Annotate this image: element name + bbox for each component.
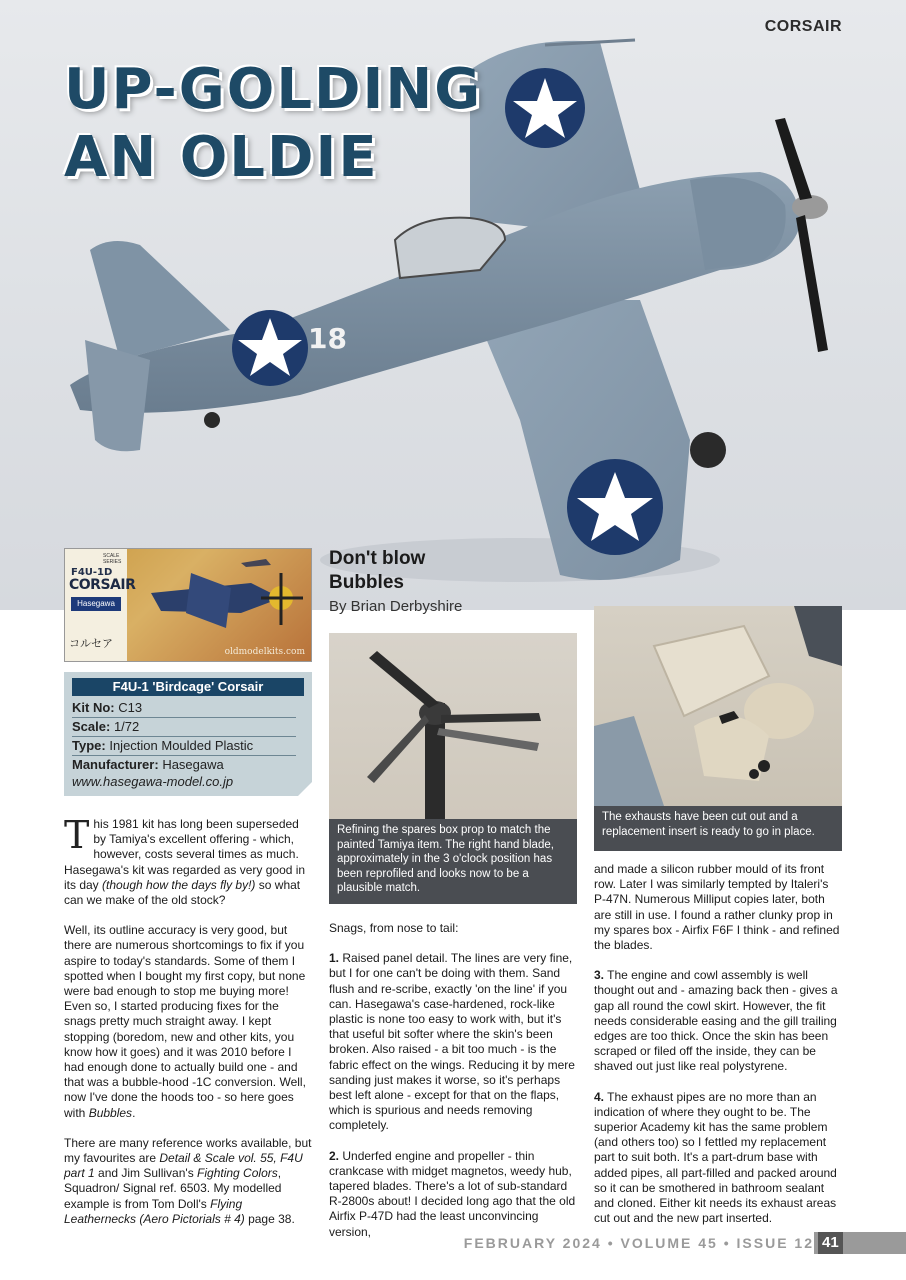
spec-manufacturer [72,757,296,774]
exhaust-illustration [594,606,842,806]
col1-p1-text-b: so what can we make of the old stock? [64,877,301,908]
spec-website-link[interactable]: www.hasegawa-model.co.jp [72,774,234,789]
spec-kit-no-label: Kit No: [72,700,115,715]
box-art-japanese-name: コルセア [69,638,113,650]
article-column-1 [64,813,312,1242]
box-art-watermark: oldmodelkits.com [224,647,305,657]
spec-manufacturer-value: Hasegawa [162,757,224,772]
col1-p3-italic-2: Fighting Colors [197,1166,278,1181]
spec-kit-no [72,700,296,718]
headline-line-2: Bubbles [329,572,404,593]
article-headline [329,547,425,595]
col1-p2-italic: Bubbles [88,1105,133,1120]
byline: By Brian Derbyshire [329,598,463,615]
spec-kit-no-value: C13 [118,700,143,715]
plane-number-marking: 18 [308,322,347,355]
spec-type [72,738,296,756]
col2-item-1 [329,951,577,1133]
article-column-2 [329,921,577,1255]
drop-cap: T [64,813,90,857]
col3-item-4 [594,1090,842,1227]
page-number: 41 [818,1232,843,1254]
spec-corner-fold [298,782,312,796]
hero-photo [0,0,906,610]
box-art-model: F4U-1D [71,567,113,578]
col2-item-1-text: Raised panel detail. The lines are very fine, but I for one can't be doing with them. Sand flush and re-scribe, exactly 'on the line' if you can. Hasegawa's case-hardened, rock-like plastic is none too easy to work with, but it's that useful bit softer where the skin's been broken. Also raised - a bit too much - is the fabric effect on the wings. Reducing it by mere sanding just makes it worse, so it's perhaps best left alone - except for that on the flaps, which is spurious and needs removing completely. [329,951,575,1133]
spec-title: F4U-1 'Birdcage' Corsair [72,678,304,696]
col2-intro: Snags, from nose to tail: [329,921,459,935]
col1-p3-text-d: page 38. [244,1211,295,1226]
col3-item-4-text: The exhaust pipes are no more than an indication of where they ought to be. The superior Academy kit has the same problem (and others too) so I fettled my replacement part to suit both. It's a part-drum base with added pipes, all part-filled and packed around so it can be smothered in bathroom sealant and cloned. Either kit needs its exhaust areas cut out and the new part inserted. [594,1089,837,1226]
col1-paragraph-2 [64,923,312,1121]
col1-p3-italic-1: Detail & Scale vol. 55, F4U part 1 [64,1151,303,1181]
spec-type-value: Injection Moulded Plastic [109,738,254,753]
spec-scale-value: 1/72 [113,719,140,734]
box-art-series: SCALE SERIES [103,553,122,565]
article-column-3 [594,862,842,1241]
headline-line-1: Don't blow [329,548,426,569]
article-title-line-2: AN OLDIE [64,125,379,190]
box-art-name: CORSAIR [69,577,136,593]
kit-box-art [64,548,312,662]
propeller-photo [329,633,577,819]
col1-p2-text-b: . [132,1105,136,1120]
spec-manufacturer-label: Manufacturer: [72,757,159,772]
col1-p3-italic-3: Flying Leathernecks (Aero Pictorials # 4) [64,1196,245,1226]
spec-scale [72,719,296,737]
col1-p1-text-a: his 1981 kit has long been superseded by Tamiya's excellent offering - which, however, costs several times as much. Hasegawa's kit was regarded as very good in its day [64,817,306,892]
section-tag: CORSAIR [764,18,842,35]
kit-spec-box [64,672,312,796]
col1-p3-text-b: and Jim Sullivan's [94,1166,198,1181]
col2-item-1-number: 1. [329,951,340,966]
col2-item-2-number: 2. [329,1148,340,1163]
col3-item-3-text: The engine and cowl assembly is well thought out and - amazing back then - gives a gap all round the cowl skirt. However, the fit needs considerable easing and the gill trailing edges are too thick. Once the skin has been scraped or filed off the inside, they can be shaved out just like real polystyrene. [594,968,838,1074]
col1-paragraph-1 [64,813,312,908]
col3-item-3-number: 3. [594,968,605,983]
issue-footer: FEBRUARY 2024 • VOLUME 45 • ISSUE 12 [463,1235,814,1251]
page-number-bar [814,1232,906,1254]
exhaust-photo [594,606,842,806]
col1-p1-italic: (though how the days fly by!) [102,877,256,892]
col2-item-2 [329,1149,577,1240]
exhaust-caption: The exhausts have been cut out and a replacement insert is ready to go in place. [594,806,842,851]
article-title-line-1: UP-GOLDING [64,57,483,122]
spec-scale-label: Scale: [72,719,111,734]
propeller-illustration [329,633,577,819]
col3-item-3 [594,968,842,1074]
propeller-caption: Refining the spares box prop to match the painted Tamiya item. The right hand blade, approximately in the 3 o'clock position has been reprofiled and looks now to be a plausible match. [329,819,577,904]
box-art-brand: Hasegawa [71,597,121,611]
col1-p3-text-a: There are many reference works available, but my favourites are [64,1135,312,1166]
box-art-plane-illustration [131,553,309,643]
col1-p2-text-a: Well, its outline accuracy is very good, but there are numerous shortcomings to fix if you aspire to today's standards. Some of them I spotted when I bought my first copy, but none were bad enough to stop me buying more! Even so, I started producing fixes for the snags pretty much straight away. I kept stopping (boredom, new and other kits, you know how it goes) and it was 2010 before I had enough done to actually build one - and that was a bubble-hood -1C conversion. Well, now I've done the hoods too - so here goes with [64,923,306,1120]
col3-continued: and made a silicon rubber mould of its front row. Later I was similarly tempted by Italeri's P-47N. Numerous Milliput copies later, both are still in use. I found a rather clunky prop in my spares box - Airfix F6F I think - and refined the blades. [594,862,840,953]
spec-type-label: Type: [72,738,106,753]
col3-item-4-number: 4. [594,1089,605,1104]
col1-paragraph-3 [64,1136,312,1227]
col1-p3-text-c: , Squadron/ Signal ref. 6503. My modelled example is from Tom Doll's [64,1166,282,1211]
col2-item-2-text: Underfed engine and propeller - thin crankcase with midget magnetos, weedy hub, tapered blades. There's a lot of sub-standard R-2800s about! I decided long ago that the old Airfix P-47D had the least unconvincing version, [329,1148,576,1239]
